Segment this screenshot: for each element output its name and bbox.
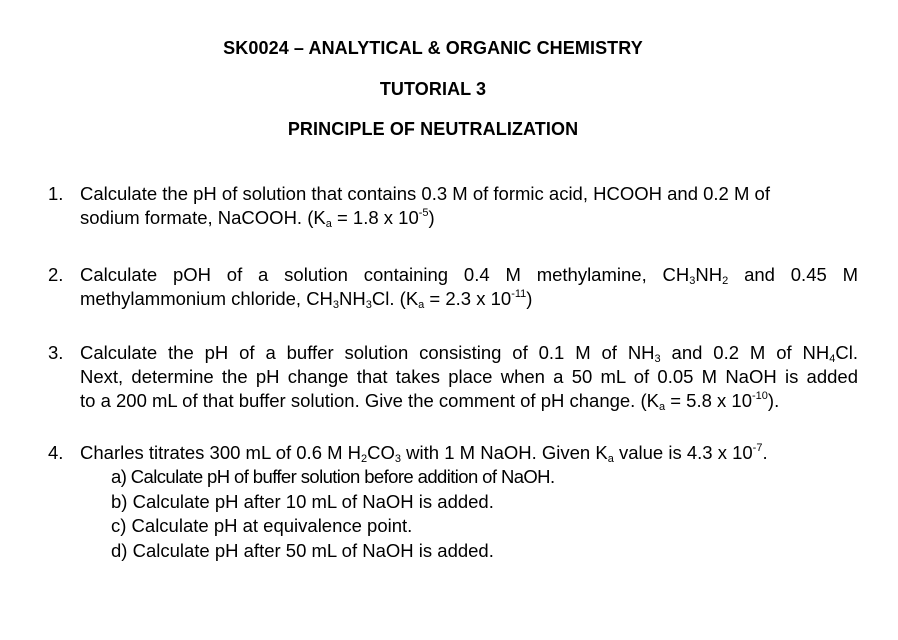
question-line: methylammonium chloride, $CH_3NH_3Cl$. ($K_a = 2.3$ x $10^{-11}$) [80, 288, 533, 311]
course-title: SK0024 – ANALYTICAL & ORGANIC CHEMISTRY [223, 38, 643, 58]
question-part-b: b) Calculate pH after 10 mL of NaOH is added. [111, 490, 494, 512]
question-text [80, 341, 858, 413]
question-1 [48, 182, 858, 230]
question-number: 3. [48, 342, 64, 363]
question-number: 4. [48, 442, 64, 463]
tutorial-title: TUTORIAL 3 [379, 79, 487, 99]
question-4 [48, 441, 858, 563]
question-line: Next, determine the pH change that takes place when a 50 mL of 0.05 M NaOH is added [80, 366, 858, 387]
question-part-d: d) Calculate pH after 50 mL of NaOH is added. [111, 539, 494, 561]
question-text [80, 182, 858, 230]
question-line: Charles titrates 300 mL of 0.6 M $H_2CO_3$ with 1 M NaOH. Given $K_a$ value is 4.3 x $10^{-7}$. [80, 442, 768, 465]
question-line: sodium formate, NaCOOH. ($K_a = 1.8$ x $10^{-5}$) [80, 207, 435, 230]
question-3 [48, 341, 858, 413]
question-2 [48, 263, 858, 311]
question-line: Calculate the pH of a buffer solution consisting of 0.1 M of $NH_3$ and 0.2 M of $NH_4Cl$. [80, 342, 858, 365]
topic-title: PRINCIPLE OF NEUTRALIZATION [287, 119, 579, 139]
question-text [80, 441, 858, 465]
question-number: 2. [48, 264, 64, 285]
question-line: Calculate pOH of a solution containing 0.4 M methylamine, $CH_3NH_2$ and 0.45 M [80, 264, 859, 287]
question-line: Calculate the pH of solution that contains 0.3 M of formic acid, HCOOH and 0.2 M of [80, 183, 770, 204]
question-text [80, 263, 858, 311]
question-part-a: a) Calculate pH of buffer solution before addition of NaOH. [111, 466, 555, 487]
question-number: 1. [48, 183, 64, 204]
question-part-c: c) Calculate pH at equivalence point. [111, 515, 413, 536]
question-line: to a 200 mL of that buffer solution. Give the comment of pH change. ($K_a = 5.8$ x $10^{-10}$). [80, 390, 780, 413]
